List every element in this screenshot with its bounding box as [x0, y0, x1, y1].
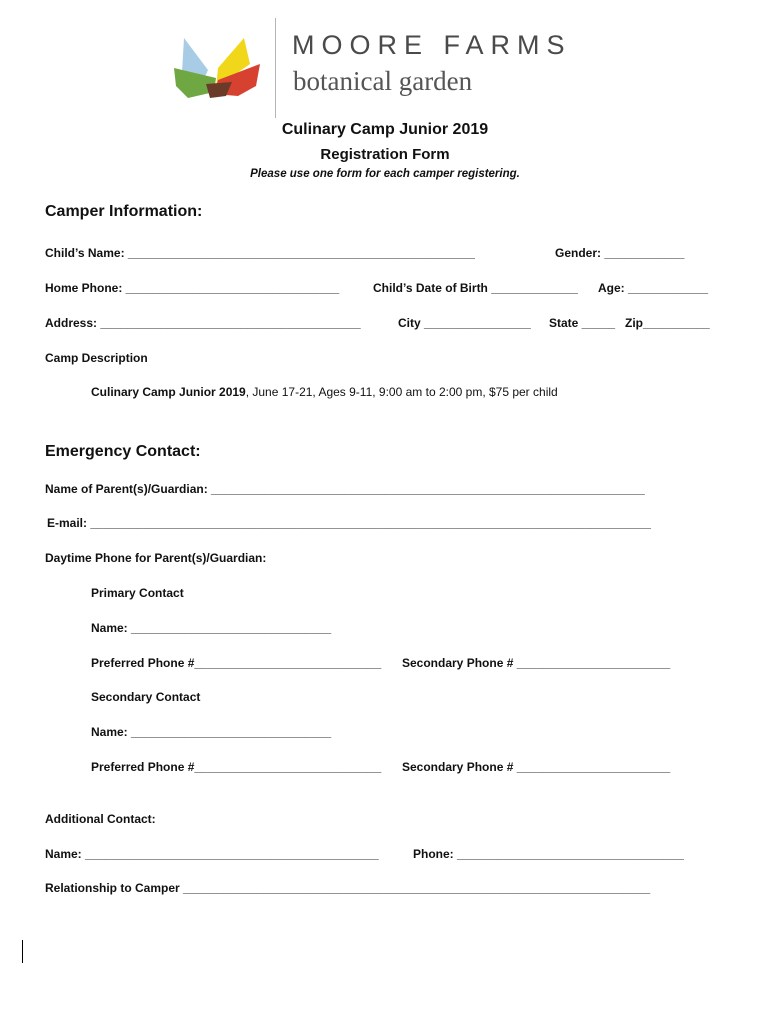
additional-name-field[interactable]: Name: ____________________________________________ — [45, 847, 379, 861]
secondary-preferred-phone-field[interactable]: Preferred Phone #____________________________ — [91, 760, 382, 774]
brand-name: MOORE FARMS — [292, 30, 572, 60]
form-subtitle: Registration Form — [320, 146, 450, 163]
age-field[interactable]: Age: ____________ — [598, 281, 709, 295]
moore-farms-logo — [170, 30, 270, 110]
primary-secondary-phone-field[interactable]: Secondary Phone # _______________________ — [402, 656, 671, 670]
secondary-secondary-phone-field[interactable]: Secondary Phone # _______________________ — [402, 760, 671, 774]
home-phone-field[interactable]: Home Phone: ________________________________ — [45, 281, 340, 295]
gender-field[interactable]: Gender: ____________ — [555, 246, 685, 260]
camp-details: , June 17-21, Ages 9-11, 9:00 am to 2:00 pm, $75 per child — [245, 385, 558, 399]
additional-phone-field[interactable]: Phone: __________________________________ — [413, 847, 684, 861]
guardian-name-field[interactable]: Name of Parent(s)/Guardian: _________________________________________________________________ — [45, 482, 645, 496]
additional-contact-heading: Additional Contact: — [45, 812, 156, 826]
state-field[interactable]: State _____ — [549, 316, 616, 330]
camper-info-heading: Camper Information: — [45, 203, 203, 220]
primary-name-field[interactable]: Name: ______________________________ — [91, 621, 332, 635]
daytime-phone-label: Daytime Phone for Parent(s)/Guardian: — [45, 551, 267, 565]
brand-subtitle: botanical garden — [293, 66, 473, 96]
childs-name-field[interactable]: Child’s Name: ____________________________________________________ — [45, 246, 475, 260]
logo-leaf-brown — [206, 82, 232, 98]
primary-contact-label: Primary Contact — [91, 586, 184, 600]
secondary-name-field[interactable]: Name: ______________________________ — [91, 725, 332, 739]
city-field[interactable]: City ________________ — [398, 316, 531, 330]
primary-preferred-phone-field[interactable]: Preferred Phone #____________________________ — [91, 656, 382, 670]
form-instructions: Please use one form for each camper registering. — [250, 168, 520, 180]
camp-description-label: Camp Description — [45, 351, 148, 365]
secondary-contact-label: Secondary Contact — [91, 690, 201, 704]
camp-description-text — [91, 385, 558, 399]
dob-field[interactable]: Child’s Date of Birth _____________ — [373, 281, 578, 295]
logo-divider — [275, 18, 276, 118]
address-field[interactable]: Address: _______________________________________ — [45, 316, 361, 330]
camp-name: Culinary Camp Junior 2019 — [91, 385, 246, 399]
email-field[interactable]: E-mail: ____________________________________________________________________________________ — [47, 516, 651, 530]
zip-field[interactable]: Zip__________ — [625, 316, 710, 330]
text-cursor — [22, 940, 23, 963]
emergency-heading: Emergency Contact: — [45, 443, 201, 460]
form-title: Culinary Camp Junior 2019 — [281, 121, 489, 138]
relationship-field[interactable]: Relationship to Camper ______________________________________________________________________ — [45, 881, 651, 895]
